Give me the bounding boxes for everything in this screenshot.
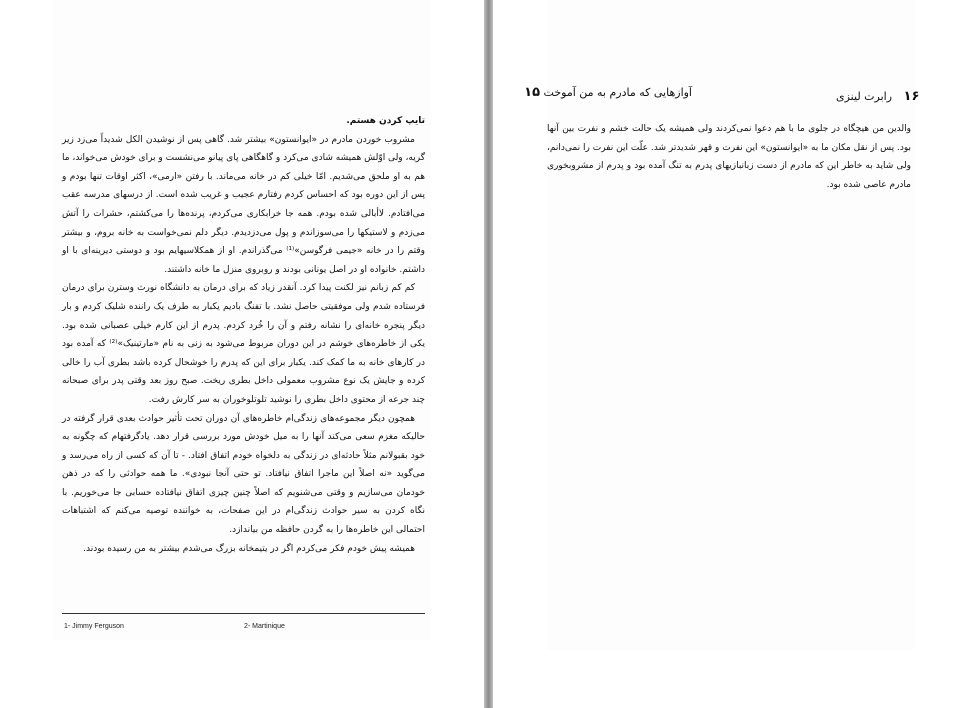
right-paragraph-1: والدین من هیچگاه در جلوی ما با هم دعوا نمی‌کردند ولی همیشه یک حالت خشم و نفرت بین آنها بود. پس از نقل مکان ما به «ایوانستون» این نفرت و قهر شدیدتر شد. علّت این نفرت را نمی‌دانم، ولی شاید به خاطر این که مادرم از دست زبانبازیهای پدرم به تنگ آمده بود و پدرم از مشروبخوری مادرم عاصی شده بود.	[547, 124, 911, 190]
right-page-header	[836, 89, 919, 104]
left-paragraph-4: همیشه پیش خودم فکر می‌کردم اگر در یتیمخانه بزرگ می‌شدم بیشتر به من رسیده بودند.	[83, 543, 415, 554]
left-paragraph-2: کم کم زبانم نیز لکنت پیدا کرد. آنقدر زیاد که برای درمان به دانشگاه نورث وسترن برای درمان فرستاده شدم ولی موفقیتی حاصل نشد. با تفنگ بادیم یکبار به طرف یک راننده شلیک کردم و بار دیگر پنجره خانه‌ای را نشانه رفتم و آن را خُرد کردم. پدرم از این کارم خیلی عصبانی شده بود. یکی از خاطره‌های خوشم در این دوران مربوط می‌شود به زنی به نام «مارتینیک»⁽²⁾ که آمده بود در کارهای خانه به ما کمک کند. یکبار برای این که پدرم را خوشحال کرده باشد بطری آب را خالی کرده و جایش یک نوع مشروب معمولی داخل بطری ریخت. صبح روز بعد وقتی پدر برای صبحانه چند جرعه از محتوی داخل بطری را نوشید تلوتلوخوران به سر کارش رفت.	[62, 283, 426, 405]
right-page-body	[547, 120, 911, 194]
left-page-subtitle: تایپ کردن هستم.	[346, 116, 425, 126]
left-page-number: ۱۵	[524, 85, 541, 100]
footnote-rule	[62, 613, 425, 614]
left-page-header	[516, 85, 692, 100]
right-page-number: ۱۶	[903, 89, 920, 104]
footnote-2: 2- Martinique	[244, 623, 285, 630]
right-page-title: رابرت لینزی	[836, 90, 893, 103]
page-gutter	[484, 0, 493, 708]
left-page-body	[62, 112, 425, 558]
left-paragraph-3: همچون دیگر مجموعه‌های زندگی‌ام خاطره‌های آن دوران تحت تأثیر حوادث بعدی قرار گرفته در حالیکه مغزم سعی می‌کند آنها را به میل خودش مورد بررسی قرار دهد. یادگرفتهام که چگونه به خود بقبولانم مثلاً حادثه‌ای در زندگی به دلخواه خودم اتفاق افتاد. - تا آن که کسی از راه می‌رسد و می‌گوید «نه اصلاً این ماجرا اتفاق نیافتاد. تو حتی آنجا نبودی». ما همه حوادثی را که در ذهن خودمان می‌سازیم و وقتی می‌شنویم که اصلاً چنین چیزی اتفاق نیافتاده حسابی جا می‌خوریم. با نگاه کردن به سیر حوادث زندگی‌ام در این صفحات، به خواننده توصیه می‌کنم که اشتباهات احتمالی این خاطره‌ها را به گردن حافظه من بیاندازد.	[62, 413, 425, 536]
left-page-title: آوازهایی که مادرم به من آموخت	[543, 86, 692, 99]
left-paragraph-1: مشروب خوردن مادرم در «ایوانستون» بیشتر شد. گاهی پس از نوشیدن الکل شدیداً می‌زد زیر گریه، ولی اوّلش همیشه شادی می‌کرد و گاهگاهی پای پیانو می‌نشست و برای خودش می‌خواند، ما هم به او ملحق می‌شدیم. امّا خیلی کم در خانه می‌ماند. با رفتن «ارمی»، اکثر اوقات تنها بودم و پس از این دوره بود که احساس کردم رفتارم عجیب و غریب شده است. از درسهای مدرسه عقب می‌افتادم. لاأبالی شده بودم. همه جا خرابکاری می‌کردم، پرنده‌ها را می‌کشتم، حشرات را آتش می‌زدم و لاستیکها را می‌سوزاندم و پول می‌دزدیدم. دیگر دلم نمی‌خواست به خانه بروم، و بیشتر وقتم را در خانه «جیمی فرگوسن»⁽¹⁾ می‌گذراندم. او از همکلاسیهایم بود و دوستی دیرینه‌ای با او داشتم. خانواده او در اصل یونانی بودند و روبروی منزل ما خانه داشتند.	[62, 134, 425, 275]
footnote-1: 1- Jimmy Ferguson	[64, 623, 124, 630]
